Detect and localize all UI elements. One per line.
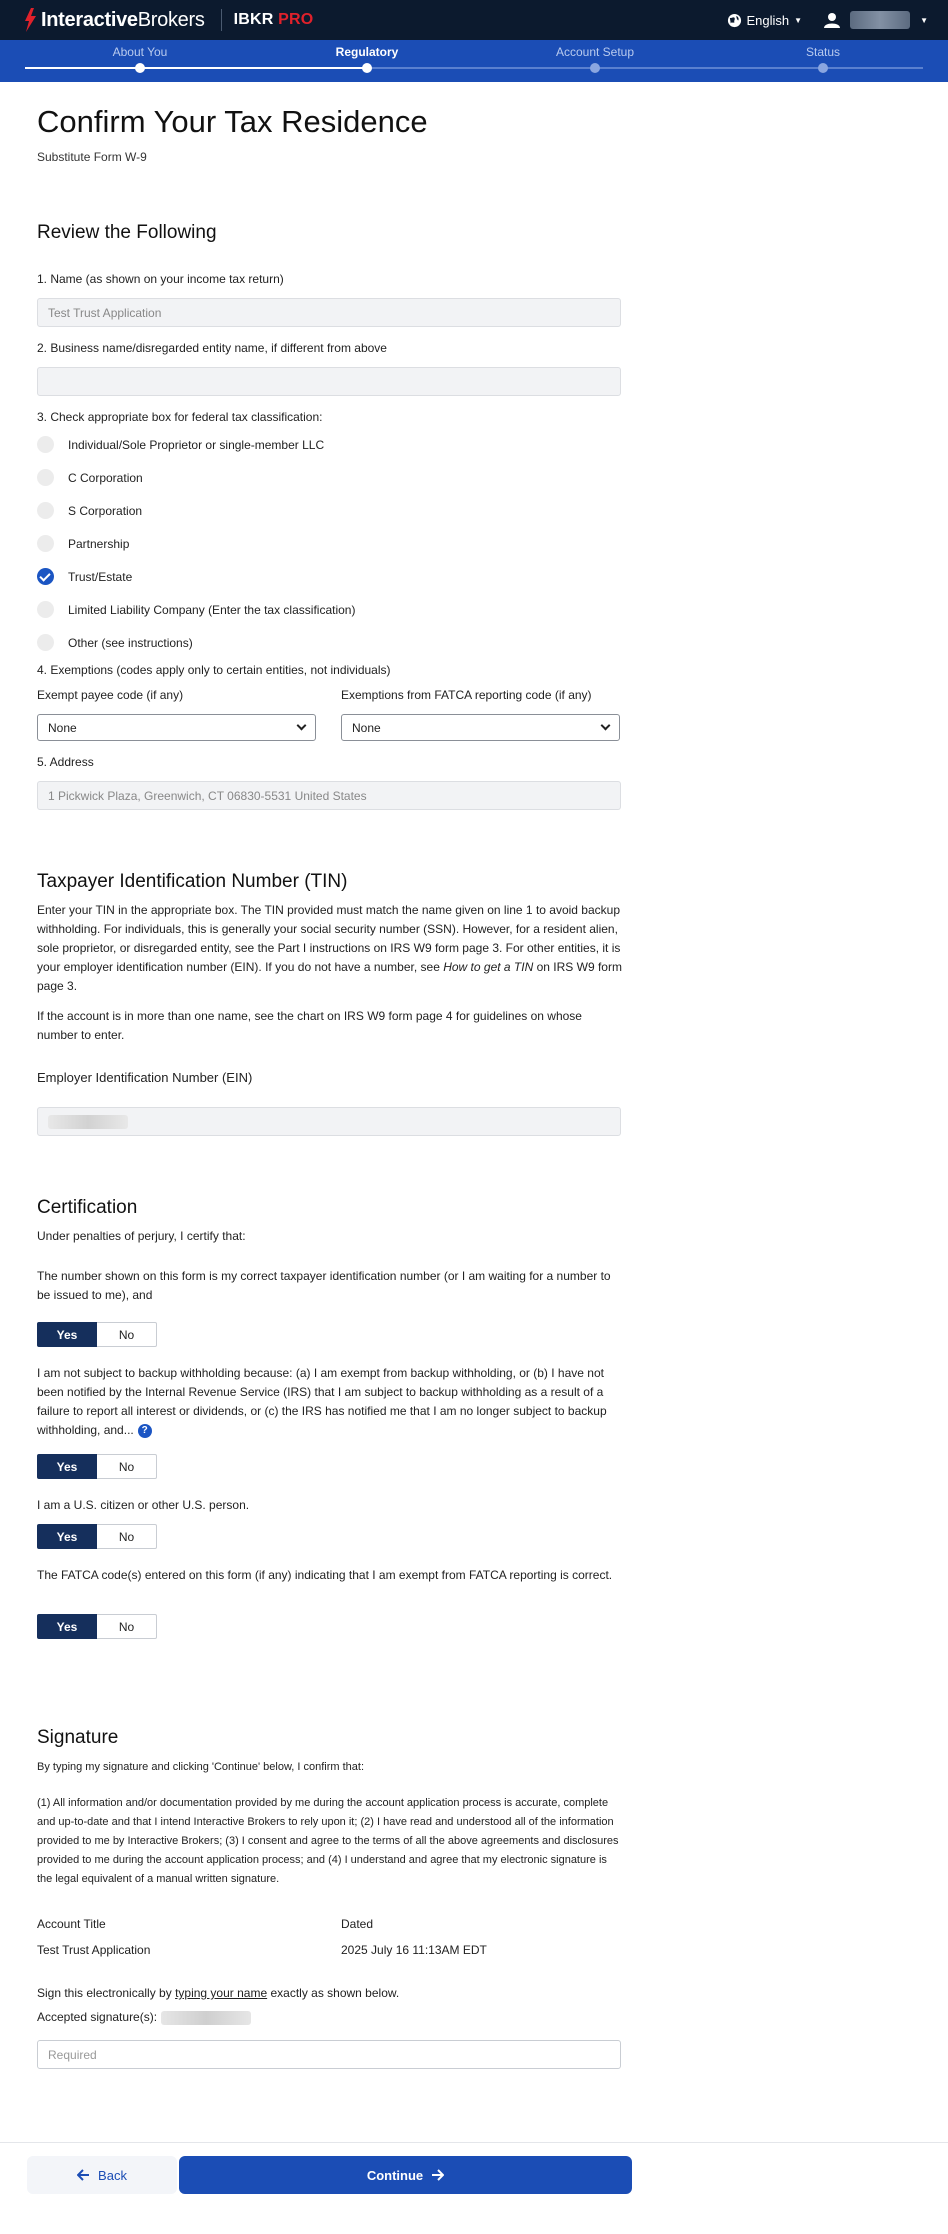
- chevron-down-icon: ▼: [794, 15, 803, 25]
- sign-text: Sign this electronically by: [37, 1986, 176, 2000]
- fatca-code-select[interactable]: [341, 714, 620, 741]
- page-subtitle: Substitute Form W-9: [37, 150, 147, 164]
- dated-label: Dated: [341, 1917, 374, 1931]
- product-name: IBKR PRO: [233, 11, 314, 28]
- radio-label: S Corporation: [68, 503, 143, 518]
- certification-heading: Certification: [37, 1197, 138, 1218]
- continue-label: Continue: [366, 2167, 424, 2183]
- cert-text: I am not subject to backup withholding because: (a) I am exempt from backup withholding, or (b) I have not been notified by the Internal Revenue Service (IRS) that I am subject to backup withholding as a result of a failure to report all interest or dividends, or (c) the IRS has notified me that I am no longer subject to backup withholding, and...: [37, 1366, 607, 1437]
- ib-logo-icon: [22, 7, 38, 33]
- business-name-label: 2. Business name/disregarded entity name, if different from above: [37, 341, 387, 355]
- sign-text: exactly as shown below.: [267, 1986, 400, 2000]
- address-value: 1 Pickwick Plaza, Greenwich, CT 06830-5531 United States: [48, 788, 367, 803]
- arrow-left-icon: [77, 2169, 90, 2181]
- step-regulatory[interactable]: [267, 40, 467, 59]
- step-about-you[interactable]: [40, 40, 240, 59]
- tin-multiple-names: If the account is in more than one name, see the chart on IRS W9 form page 4 for guidelines on whose number to enter.: [37, 1009, 582, 1042]
- radio-label: Trust/Estate: [68, 569, 133, 584]
- cert-item-us-person: I am a U.S. citizen or other U.S. person.: [37, 1498, 250, 1512]
- exempt-payee-label: Exempt payee code (if any): [37, 688, 184, 702]
- radio-partnership[interactable]: [37, 535, 129, 552]
- yes-no-toggle[interactable]: [37, 1454, 157, 1479]
- ein-label: Employer Identification Number (EIN): [37, 1070, 253, 1085]
- tin-heading: Taxpayer Identification Number (TIN): [37, 871, 348, 892]
- step-status: [723, 40, 923, 59]
- account-title-label: Account Title: [37, 1917, 106, 1931]
- chevron-down-icon: [601, 721, 611, 731]
- brand-logo[interactable]: [22, 7, 205, 33]
- fatca-code-label: Exemptions from FATCA reporting code (if any): [341, 688, 592, 702]
- select-value: None: [48, 720, 77, 735]
- name-value: Test Trust Application: [48, 305, 162, 320]
- back-label: Back: [98, 2167, 127, 2183]
- tin-instructions: [37, 901, 622, 996]
- header-divider: [221, 9, 222, 31]
- step-dot: [135, 63, 145, 73]
- signature-heading: Signature: [37, 1727, 119, 1748]
- radio-label: C Corporation: [68, 470, 143, 485]
- no-button[interactable]: No: [97, 1614, 157, 1639]
- certification-intro: Under penalties of perjury, I certify that:: [37, 1229, 246, 1243]
- no-button[interactable]: No: [97, 1524, 157, 1549]
- address-field: [37, 781, 621, 810]
- radio-other[interactable]: [37, 634, 193, 651]
- yes-button[interactable]: Yes: [37, 1614, 97, 1639]
- typing-your-name-link[interactable]: typing your name: [175, 1986, 268, 2000]
- yes-no-toggle[interactable]: [37, 1614, 157, 1639]
- radio-label: Limited Liability Company (Enter the tax classification): [68, 602, 356, 617]
- language-label: English: [746, 12, 790, 28]
- user-menu[interactable]: [824, 11, 928, 29]
- radio-trust-estate[interactable]: [37, 568, 132, 585]
- name-field: [37, 298, 621, 327]
- yes-no-toggle[interactable]: [37, 1524, 157, 1549]
- help-icon[interactable]: ?: [138, 1424, 152, 1438]
- how-to-get-tin-link[interactable]: How to get a TIN: [443, 960, 534, 974]
- signature-intro: By typing my signature and clicking 'Continue' below, I confirm that:: [37, 1761, 365, 1773]
- tin-text: on IRS W9 form page 3.: [37, 960, 622, 993]
- address-label: 5. Address: [37, 755, 94, 769]
- back-button[interactable]: [27, 2156, 177, 2194]
- step-account-setup: [495, 40, 695, 59]
- language-selector[interactable]: [727, 13, 803, 28]
- radio-individual[interactable]: [37, 436, 324, 453]
- signature-placeholder: Required: [48, 2047, 97, 2062]
- stepper-progress: [25, 67, 368, 69]
- radio-button[interactable]: [37, 601, 54, 618]
- chevron-down-icon: [297, 721, 307, 731]
- radio-button[interactable]: [37, 436, 54, 453]
- cert-item-fatca: The FATCA code(s) entered on this form (if any) indicating that I am exempt from FATCA reporting is correct.: [37, 1568, 613, 1582]
- cert-item-backup-withholding: [37, 1364, 622, 1440]
- yes-button[interactable]: Yes: [37, 1322, 97, 1347]
- classification-label: 3. Check appropriate box for federal tax classification:: [37, 410, 323, 424]
- account-title-value: Test Trust Application: [37, 1943, 151, 1957]
- radio-label: Individual/Sole Proprietor or single-member LLC: [68, 437, 325, 452]
- step-dot: [818, 63, 828, 73]
- radio-c-corporation[interactable]: [37, 469, 143, 486]
- step-dot: [590, 63, 600, 73]
- select-value: None: [352, 720, 381, 735]
- yes-button[interactable]: Yes: [37, 1454, 97, 1479]
- radio-button[interactable]: [37, 469, 54, 486]
- radio-label: Other (see instructions): [68, 635, 193, 650]
- brand-name: InteractiveBrokers: [41, 8, 205, 31]
- name-label: 1. Name (as shown on your income tax return): [37, 272, 284, 286]
- ein-field: [37, 1107, 621, 1136]
- radio-button[interactable]: [37, 535, 54, 552]
- radio-button[interactable]: [37, 502, 54, 519]
- signature-name-redacted: [161, 2011, 251, 2025]
- step-label: Account Setup: [555, 45, 635, 59]
- chevron-down-icon: ▼: [920, 15, 928, 25]
- sign-instructions: [37, 1986, 399, 2000]
- dated-value: 2025 July 16 11:13AM EDT: [341, 1943, 487, 1957]
- step-dot: [362, 63, 372, 73]
- exempt-payee-select[interactable]: [37, 714, 316, 741]
- accepted-signatures-label: Accepted signature(s):: [37, 2010, 158, 2024]
- exemptions-label: 4. Exemptions (codes apply only to certain entities, not individuals): [37, 663, 391, 677]
- user-name-redacted: [850, 11, 910, 29]
- no-button[interactable]: No: [97, 1454, 157, 1479]
- review-heading: Review the Following: [37, 222, 217, 243]
- step-label: Status: [805, 45, 841, 59]
- progress-stepper: [0, 40, 948, 82]
- radio-llc[interactable]: [37, 601, 355, 618]
- yes-button[interactable]: Yes: [37, 1524, 97, 1549]
- radio-s-corporation[interactable]: [37, 502, 142, 519]
- no-button[interactable]: No: [97, 1322, 157, 1347]
- ein-value-redacted: [48, 1115, 128, 1129]
- page-title: Confirm Your Tax Residence: [37, 104, 428, 139]
- radio-label: Partnership: [68, 536, 130, 551]
- continue-button[interactable]: [179, 2156, 632, 2194]
- globe-icon: [727, 13, 742, 28]
- cert-item-tin: The number shown on this form is my correct taxpayer identification number (or I am waiting for a number to be issued to me), and: [37, 1269, 611, 1302]
- signature-input[interactable]: [37, 2040, 621, 2069]
- accepted-signatures: [37, 2010, 251, 2025]
- tin-text: Enter your TIN in the appropriate box. The TIN provided must match the name given on line 1 to avoid backup withholding. For individuals, this is generally your social security number (SSN). However, for a resident alien, sole proprietor, or disregarded entity, see the Part I instructions on IRS W9 form page 3. For other entities, it is your employer identification number (EIN). If you do not have a number, see: [37, 903, 621, 974]
- signature-terms: (1) All information and/or documentation provided by me during the account application process is accurate, complete and up-to-date and that I intend Interactive Brokers to rely upon it; (2) I have read and understood all of the information provided to me by Interactive Brokers; (3) I consent and agree to the terms of all the above agreements and disclosures provided to me during the account application process; and (4) I understand and agree that my electronic signature is the legal equivalent of a manual written signature.: [37, 1797, 619, 1885]
- step-label: Regulatory: [335, 45, 399, 59]
- user-icon: [824, 12, 840, 28]
- business-name-field: [37, 367, 621, 396]
- footer-divider: [0, 2142, 948, 2143]
- step-label: About You: [112, 45, 168, 59]
- radio-button[interactable]: [37, 634, 54, 651]
- yes-no-toggle[interactable]: [37, 1322, 157, 1347]
- arrow-right-icon: [431, 2169, 444, 2181]
- radio-button-checked[interactable]: [37, 568, 54, 585]
- top-header: [0, 0, 948, 40]
